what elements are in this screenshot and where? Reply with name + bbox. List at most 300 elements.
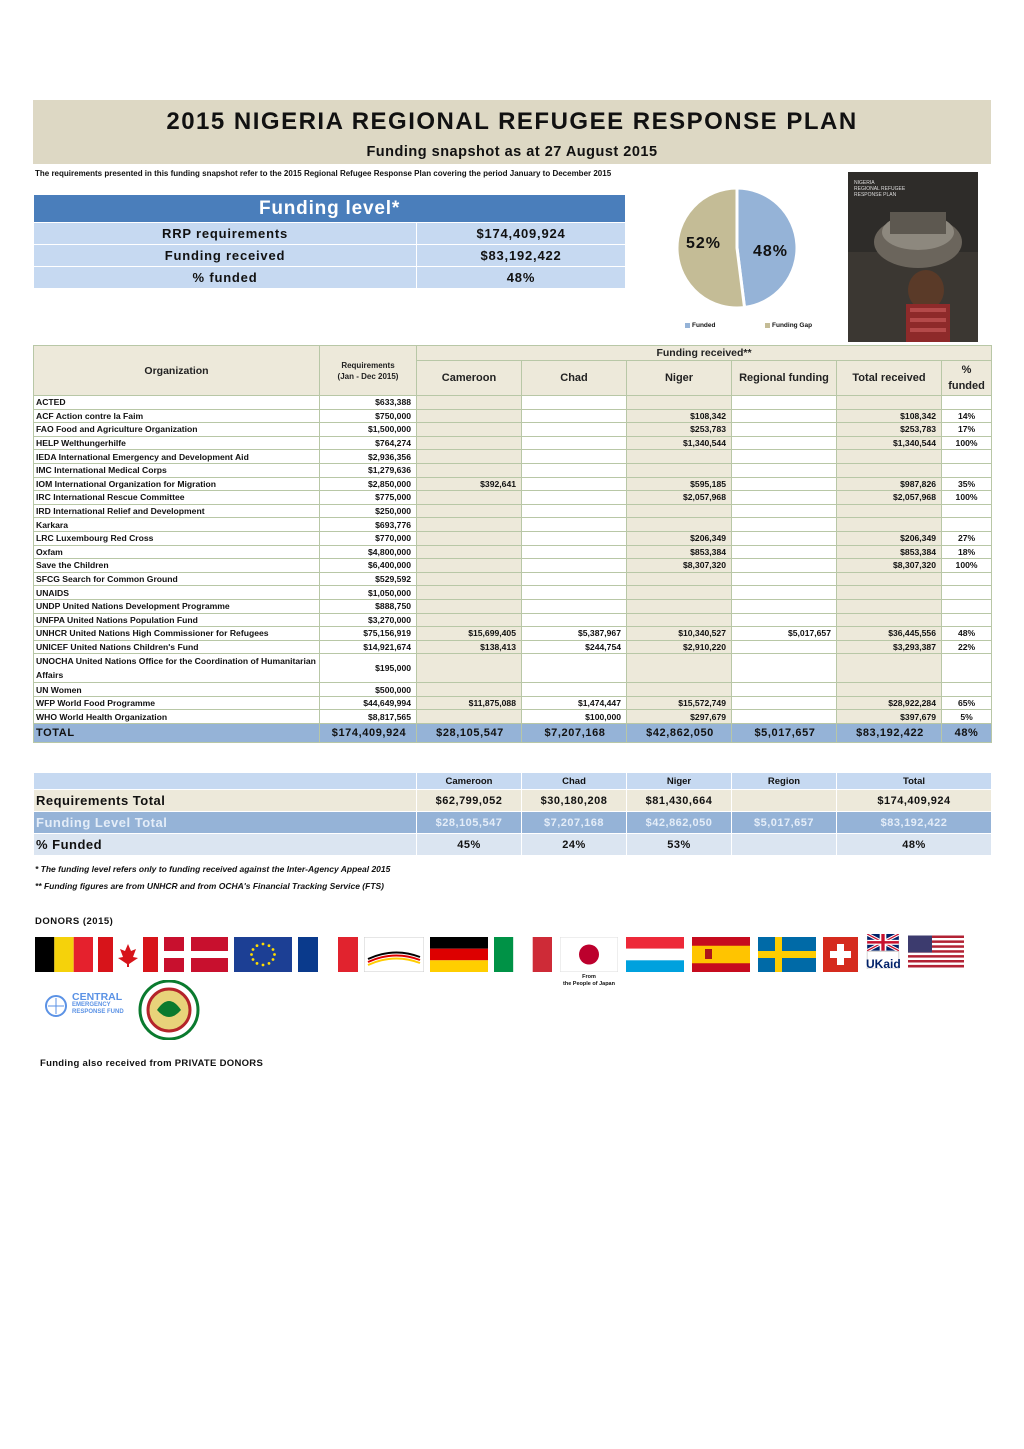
niger-cell — [627, 599, 732, 613]
total-cell — [837, 450, 942, 464]
japan-flag-icon — [560, 937, 618, 972]
japan-caption-line: From — [582, 974, 596, 980]
table-row — [34, 491, 992, 505]
regional-cell — [732, 696, 837, 710]
japan-caption-line: the People of Japan — [563, 981, 615, 987]
table-row — [34, 654, 992, 683]
switzerland-flag-icon — [823, 937, 858, 972]
org-name: IRD International Relief and Development — [34, 504, 320, 518]
chad-cell — [522, 450, 627, 464]
cameroon-cell — [417, 599, 522, 613]
pct-funded-cell — [942, 654, 992, 683]
requirements-cell: $8,817,565 — [320, 710, 417, 724]
funding-level-table — [33, 194, 626, 289]
ukaid-text: UKaid — [866, 957, 901, 971]
regional-cell — [732, 477, 837, 491]
pct-funded-cell — [942, 450, 992, 464]
donors-title: DONORS (2015) — [35, 916, 114, 927]
summary-value: 45% — [417, 834, 522, 856]
summary-table — [33, 772, 992, 856]
requirements-cell: $44,649,994 — [320, 696, 417, 710]
chad-cell — [522, 477, 627, 491]
regional-cell — [732, 423, 837, 437]
requirements-cell: $888,750 — [320, 599, 417, 613]
germany-flag-icon — [430, 937, 488, 972]
cameroon-cell — [417, 436, 522, 450]
france-flag-icon — [298, 937, 358, 972]
pct-funded-cell: 100% — [942, 491, 992, 505]
requirements-cell: $6,400,000 — [320, 559, 417, 573]
cameroon-cell — [417, 654, 522, 683]
chad-cell — [522, 396, 627, 410]
niger-cell: $2,910,220 — [627, 640, 732, 654]
pct-funded-cell: 65% — [942, 696, 992, 710]
niger-cell — [627, 450, 732, 464]
summary-value: $62,799,052 — [417, 790, 522, 812]
table-row — [34, 559, 992, 573]
total-cell: $108,342 — [837, 409, 942, 423]
chad-cell — [522, 463, 627, 477]
org-name: WHO World Health Organization — [34, 710, 320, 724]
requirements-cell: $14,921,674 — [320, 640, 417, 654]
table-row — [34, 409, 992, 423]
cameroon-cell — [417, 572, 522, 586]
pct-funded-cell — [942, 518, 992, 532]
table-row — [34, 586, 992, 600]
requirements-header-line: (Jan - Dec 2015) — [337, 371, 399, 381]
funding-level-label: Funding received — [34, 245, 417, 267]
cover-title — [854, 180, 905, 198]
regional-cell — [732, 504, 837, 518]
total-cell: $853,384 — [837, 545, 942, 559]
org-name: UNAIDS — [34, 586, 320, 600]
niger-cell: $108,342 — [627, 409, 732, 423]
cameroon-cell: $392,641 — [417, 477, 522, 491]
org-name: UNDP United Nations Development Programme — [34, 599, 320, 613]
requirements-header-line: Requirements — [341, 360, 395, 370]
niger-cell: $2,057,968 — [627, 491, 732, 505]
niger-cell: $1,340,544 — [627, 436, 732, 450]
total-cameroon: $28,105,547 — [417, 724, 522, 743]
german-cooperation-logo-icon — [364, 937, 424, 972]
total-cell — [837, 504, 942, 518]
summary-value: 53% — [627, 834, 732, 856]
requirements-cell: $693,776 — [320, 518, 417, 532]
cameroon-cell — [417, 710, 522, 724]
total-cell: $8,307,320 — [837, 559, 942, 573]
pct-funded-cell — [942, 599, 992, 613]
intro-text: The requirements presented in this funding snapshot refer to the 2015 Regional Refugee Response Plan covering the period January to December 2015 — [35, 169, 612, 178]
regional-cell — [732, 599, 837, 613]
chad-cell: $1,474,447 — [522, 696, 627, 710]
title-banner — [33, 100, 991, 164]
cover-line: REGIONAL REFUGEE — [854, 186, 906, 192]
cerf-line: CENTRAL — [72, 991, 123, 1003]
report-cover-image — [848, 172, 978, 342]
org-name: IEDA International Emergency and Development Aid — [34, 450, 320, 464]
total-req: $174,409,924 — [320, 724, 417, 743]
page-title: 2015 NIGERIA REGIONAL REFUGEE RESPONSE PLAN — [166, 108, 858, 135]
table-row — [34, 640, 992, 654]
summary-value: $83,192,422 — [837, 812, 992, 834]
requirements-cell: $500,000 — [320, 683, 417, 697]
requirements-cell: $3,270,000 — [320, 613, 417, 627]
legend-swatch — [765, 323, 770, 328]
summary-funding-label: Funding Level Total — [34, 812, 417, 834]
niger-cell — [627, 613, 732, 627]
requirements-cell: $633,388 — [320, 396, 417, 410]
org-name: Save the Children — [34, 559, 320, 573]
footnote-1: * The funding level refers only to funding received against the Inter-Agency Appeal 2015 — [35, 864, 391, 874]
summary-value: $7,207,168 — [522, 812, 627, 834]
table-row — [34, 531, 992, 545]
table-row — [34, 599, 992, 613]
pct-funded-cell: 18% — [942, 545, 992, 559]
niger-cell: $206,349 — [627, 531, 732, 545]
cameroon-cell — [417, 518, 522, 532]
pct-funded-cell: 100% — [942, 559, 992, 573]
requirements-cell: $764,274 — [320, 436, 417, 450]
niger-cell: $15,572,749 — [627, 696, 732, 710]
niger-cell: $10,340,527 — [627, 627, 732, 641]
requirements-cell: $75,156,919 — [320, 627, 417, 641]
regional-cell — [732, 640, 837, 654]
requirements-cell: $4,800,000 — [320, 545, 417, 559]
table-row — [34, 545, 992, 559]
regional-cell — [732, 396, 837, 410]
chad-cell — [522, 654, 627, 683]
summary-value: $30,180,208 — [522, 790, 627, 812]
chad-cell — [522, 599, 627, 613]
requirements-cell: $775,000 — [320, 491, 417, 505]
total-cell — [837, 654, 942, 683]
niger-cell — [627, 586, 732, 600]
pct-funded-cell: 17% — [942, 423, 992, 437]
org-name: Karkara — [34, 518, 320, 532]
total-cell: $397,679 — [837, 710, 942, 724]
col-chad: Chad — [522, 361, 627, 396]
total-cell: $28,922,284 — [837, 696, 942, 710]
col-total: Total received — [837, 361, 942, 396]
regional-cell — [732, 683, 837, 697]
pct-funded-cell: 5% — [942, 710, 992, 724]
total-cell: $206,349 — [837, 531, 942, 545]
niger-cell — [627, 683, 732, 697]
cameroon-cell — [417, 491, 522, 505]
pct-funded-cell — [942, 504, 992, 518]
total-cell: $2,057,968 — [837, 491, 942, 505]
summary-col-cameroon: Cameroon — [417, 773, 522, 790]
cerf-line: EMERGENCY — [72, 1002, 111, 1008]
total-cell — [837, 396, 942, 410]
chad-cell — [522, 409, 627, 423]
niger-cell — [627, 463, 732, 477]
org-header: Organization — [34, 346, 320, 396]
funding-level-value: $83,192,422 — [417, 245, 626, 267]
total-cell: $987,826 — [837, 477, 942, 491]
cameroon-cell — [417, 463, 522, 477]
regional-cell — [732, 559, 837, 573]
chad-cell — [522, 531, 627, 545]
niger-cell: $595,185 — [627, 477, 732, 491]
regional-cell — [732, 409, 837, 423]
cameroon-cell: $15,699,405 — [417, 627, 522, 641]
niger-cell: $853,384 — [627, 545, 732, 559]
eu-flag-icon — [234, 937, 292, 972]
chad-cell: $100,000 — [522, 710, 627, 724]
ecowas-seal-icon — [137, 980, 201, 1040]
total-chad: $7,207,168 — [522, 724, 627, 743]
org-name: Oxfam — [34, 545, 320, 559]
summary-value: $174,409,924 — [837, 790, 992, 812]
summary-value: $81,430,664 — [627, 790, 732, 812]
table-row — [34, 450, 992, 464]
cover-line: NIGERIA — [854, 180, 875, 186]
total-cell: $253,783 — [837, 423, 942, 437]
funding-level-value: $174,409,924 — [417, 223, 626, 245]
private-donors-note: Funding also received from PRIVATE DONORS — [40, 1058, 264, 1069]
org-name: UNICEF United Nations Children's Fund — [34, 640, 320, 654]
org-name: SFCG Search for Common Ground — [34, 572, 320, 586]
funding-level-label: RRP requirements — [34, 223, 417, 245]
regional-cell — [732, 710, 837, 724]
un-emblem-icon — [44, 994, 68, 1018]
cameroon-cell: $11,875,088 — [417, 696, 522, 710]
legend-funded — [685, 322, 715, 329]
org-name: HELP Welthungerhilfe — [34, 436, 320, 450]
table-row — [34, 463, 992, 477]
pct-funded-cell: 27% — [942, 531, 992, 545]
regional-cell — [732, 572, 837, 586]
org-name: ACTED — [34, 396, 320, 410]
cameroon-cell — [417, 450, 522, 464]
total-cell — [837, 572, 942, 586]
org-name: IOM International Organization for Migration — [34, 477, 320, 491]
pct-funded-cell — [942, 463, 992, 477]
chad-cell: $244,754 — [522, 640, 627, 654]
requirements-cell: $770,000 — [320, 531, 417, 545]
table-row — [34, 627, 992, 641]
org-name: UNFPA United Nations Population Fund — [34, 613, 320, 627]
total-regional: $5,017,657 — [732, 724, 837, 743]
org-name: LRC Luxembourg Red Cross — [34, 531, 320, 545]
usa-flag-icon — [908, 934, 964, 969]
summary-col-chad: Chad — [522, 773, 627, 790]
legend-swatch — [685, 323, 690, 328]
pct-funded-cell: 14% — [942, 409, 992, 423]
regional-cell — [732, 436, 837, 450]
summary-value: 48% — [837, 834, 992, 856]
pct-funded-cell — [942, 396, 992, 410]
chad-cell — [522, 491, 627, 505]
regional-cell — [732, 586, 837, 600]
funding-level-row — [34, 245, 626, 267]
cameroon-cell — [417, 396, 522, 410]
pct-funded-cell — [942, 683, 992, 697]
table-row — [34, 396, 992, 410]
pct-funded-cell: 48% — [942, 627, 992, 641]
total-label: TOTAL — [34, 724, 320, 743]
legend-gap — [765, 322, 812, 329]
chad-cell — [522, 683, 627, 697]
niger-cell: $253,783 — [627, 423, 732, 437]
cameroon-cell — [417, 531, 522, 545]
cameroon-cell — [417, 559, 522, 573]
org-name: IRC International Rescue Committee — [34, 491, 320, 505]
requirements-header — [320, 346, 417, 396]
total-cell: $1,340,544 — [837, 436, 942, 450]
summary-value: $5,017,657 — [732, 812, 837, 834]
niger-cell — [627, 396, 732, 410]
cerf-logo — [72, 992, 124, 1016]
chad-cell — [522, 559, 627, 573]
requirements-cell: $1,279,636 — [320, 463, 417, 477]
total-cell: $3,293,387 — [837, 640, 942, 654]
cameroon-cell — [417, 613, 522, 627]
summary-value: $42,862,050 — [627, 812, 732, 834]
org-name: UNOCHA United Nations Office for the Coordination of Humanitarian Affairs — [34, 654, 320, 683]
summary-value: 24% — [522, 834, 627, 856]
luxembourg-flag-icon — [626, 937, 684, 972]
requirements-cell: $1,500,000 — [320, 423, 417, 437]
footnote-2: ** Funding figures are from UNHCR and from OCHA's Financial Tracking Service (FTS) — [35, 881, 385, 891]
total-cell — [837, 599, 942, 613]
org-name: IMC International Medical Corps — [34, 463, 320, 477]
col-pct: % funded — [942, 361, 992, 396]
org-name: UN Women — [34, 683, 320, 697]
total-niger: $42,862,050 — [627, 724, 732, 743]
total-cell: $36,445,556 — [837, 627, 942, 641]
funding-table — [33, 345, 992, 743]
chad-cell: $5,387,967 — [522, 627, 627, 641]
summary-col-region: Region — [732, 773, 837, 790]
requirements-cell: $250,000 — [320, 504, 417, 518]
summary-requirements-label: Requirements Total — [34, 790, 417, 812]
chad-cell — [522, 586, 627, 600]
requirements-cell: $2,850,000 — [320, 477, 417, 491]
summary-value — [732, 790, 837, 812]
chad-cell — [522, 613, 627, 627]
table-row — [34, 710, 992, 724]
col-niger: Niger — [627, 361, 732, 396]
summary-col-total: Total — [837, 773, 992, 790]
niger-cell — [627, 518, 732, 532]
total-row — [34, 724, 992, 743]
pct-funded-cell: 100% — [942, 436, 992, 450]
belgium-flag-icon — [35, 937, 93, 972]
funding-received-header: Funding received** — [417, 346, 992, 361]
chad-cell — [522, 572, 627, 586]
regional-cell — [732, 531, 837, 545]
regional-cell — [732, 450, 837, 464]
funding-level-value: 48% — [417, 267, 626, 289]
legend-label: Funded — [692, 322, 716, 329]
requirements-cell: $195,000 — [320, 654, 417, 683]
canada-flag-icon — [98, 937, 158, 972]
table-row — [34, 613, 992, 627]
legend-label: Funding Gap — [772, 322, 813, 329]
pct-funded-cell — [942, 572, 992, 586]
table-row — [34, 423, 992, 437]
pct-funded-cell: 22% — [942, 640, 992, 654]
col-regional: Regional funding — [732, 361, 837, 396]
funding-level-label: % funded — [34, 267, 417, 289]
chad-cell — [522, 518, 627, 532]
total-cell — [837, 518, 942, 532]
cameroon-cell — [417, 409, 522, 423]
table-row — [34, 504, 992, 518]
cameroon-cell — [417, 683, 522, 697]
pct-funded-cell: 35% — [942, 477, 992, 491]
org-name: WFP World Food Programme — [34, 696, 320, 710]
cerf-line: RESPONSE FUND — [72, 1009, 124, 1015]
cover-line: RESPONSE PLAN — [854, 192, 897, 198]
denmark-flag-icon — [164, 937, 228, 972]
cameroon-cell: $138,413 — [417, 640, 522, 654]
org-name: UNHCR United Nations High Commissioner for Refugees — [34, 627, 320, 641]
total-cell — [837, 586, 942, 600]
requirements-cell: $2,936,356 — [320, 450, 417, 464]
total-total: $83,192,422 — [837, 724, 942, 743]
niger-cell — [627, 654, 732, 683]
cameroon-cell — [417, 423, 522, 437]
summary-funded-label: % Funded — [34, 834, 417, 856]
niger-cell: $8,307,320 — [627, 559, 732, 573]
regional-cell: $5,017,657 — [732, 627, 837, 641]
pie-label-gap: 52% — [686, 235, 722, 252]
total-cell — [837, 683, 942, 697]
summary-header-blank — [34, 773, 417, 790]
summary-value: $28,105,547 — [417, 812, 522, 834]
org-name: ACF Action contre la Faim — [34, 409, 320, 423]
table-row — [34, 696, 992, 710]
total-pct: 48% — [942, 724, 992, 743]
spain-flag-icon — [692, 937, 750, 972]
regional-cell — [732, 518, 837, 532]
niger-cell: $297,679 — [627, 710, 732, 724]
table-row — [34, 572, 992, 586]
pie-label-funded: 48% — [753, 243, 789, 260]
table-row — [34, 518, 992, 532]
italy-flag-icon — [494, 937, 552, 972]
regional-cell — [732, 613, 837, 627]
chad-cell — [522, 436, 627, 450]
table-row — [34, 436, 992, 450]
cameroon-cell — [417, 545, 522, 559]
pct-funded-cell — [942, 613, 992, 627]
chad-cell — [522, 423, 627, 437]
summary-col-niger: Niger — [627, 773, 732, 790]
table-row — [34, 477, 992, 491]
col-cameroon: Cameroon — [417, 361, 522, 396]
table-row — [34, 683, 992, 697]
funding-level-heading: Funding level* — [34, 195, 626, 223]
japan-caption — [556, 974, 622, 988]
requirements-cell: $1,050,000 — [320, 586, 417, 600]
funding-level-row — [34, 267, 626, 289]
pct-funded-cell — [942, 586, 992, 600]
regional-cell — [732, 491, 837, 505]
requirements-cell: $750,000 — [320, 409, 417, 423]
niger-cell — [627, 504, 732, 518]
chad-cell — [522, 504, 627, 518]
funding-table-body — [34, 396, 992, 743]
summary-value — [732, 834, 837, 856]
page-subtitle: Funding snapshot as at 27 August 2015 — [366, 144, 658, 160]
chad-cell — [522, 545, 627, 559]
cameroon-cell — [417, 504, 522, 518]
regional-cell — [732, 545, 837, 559]
